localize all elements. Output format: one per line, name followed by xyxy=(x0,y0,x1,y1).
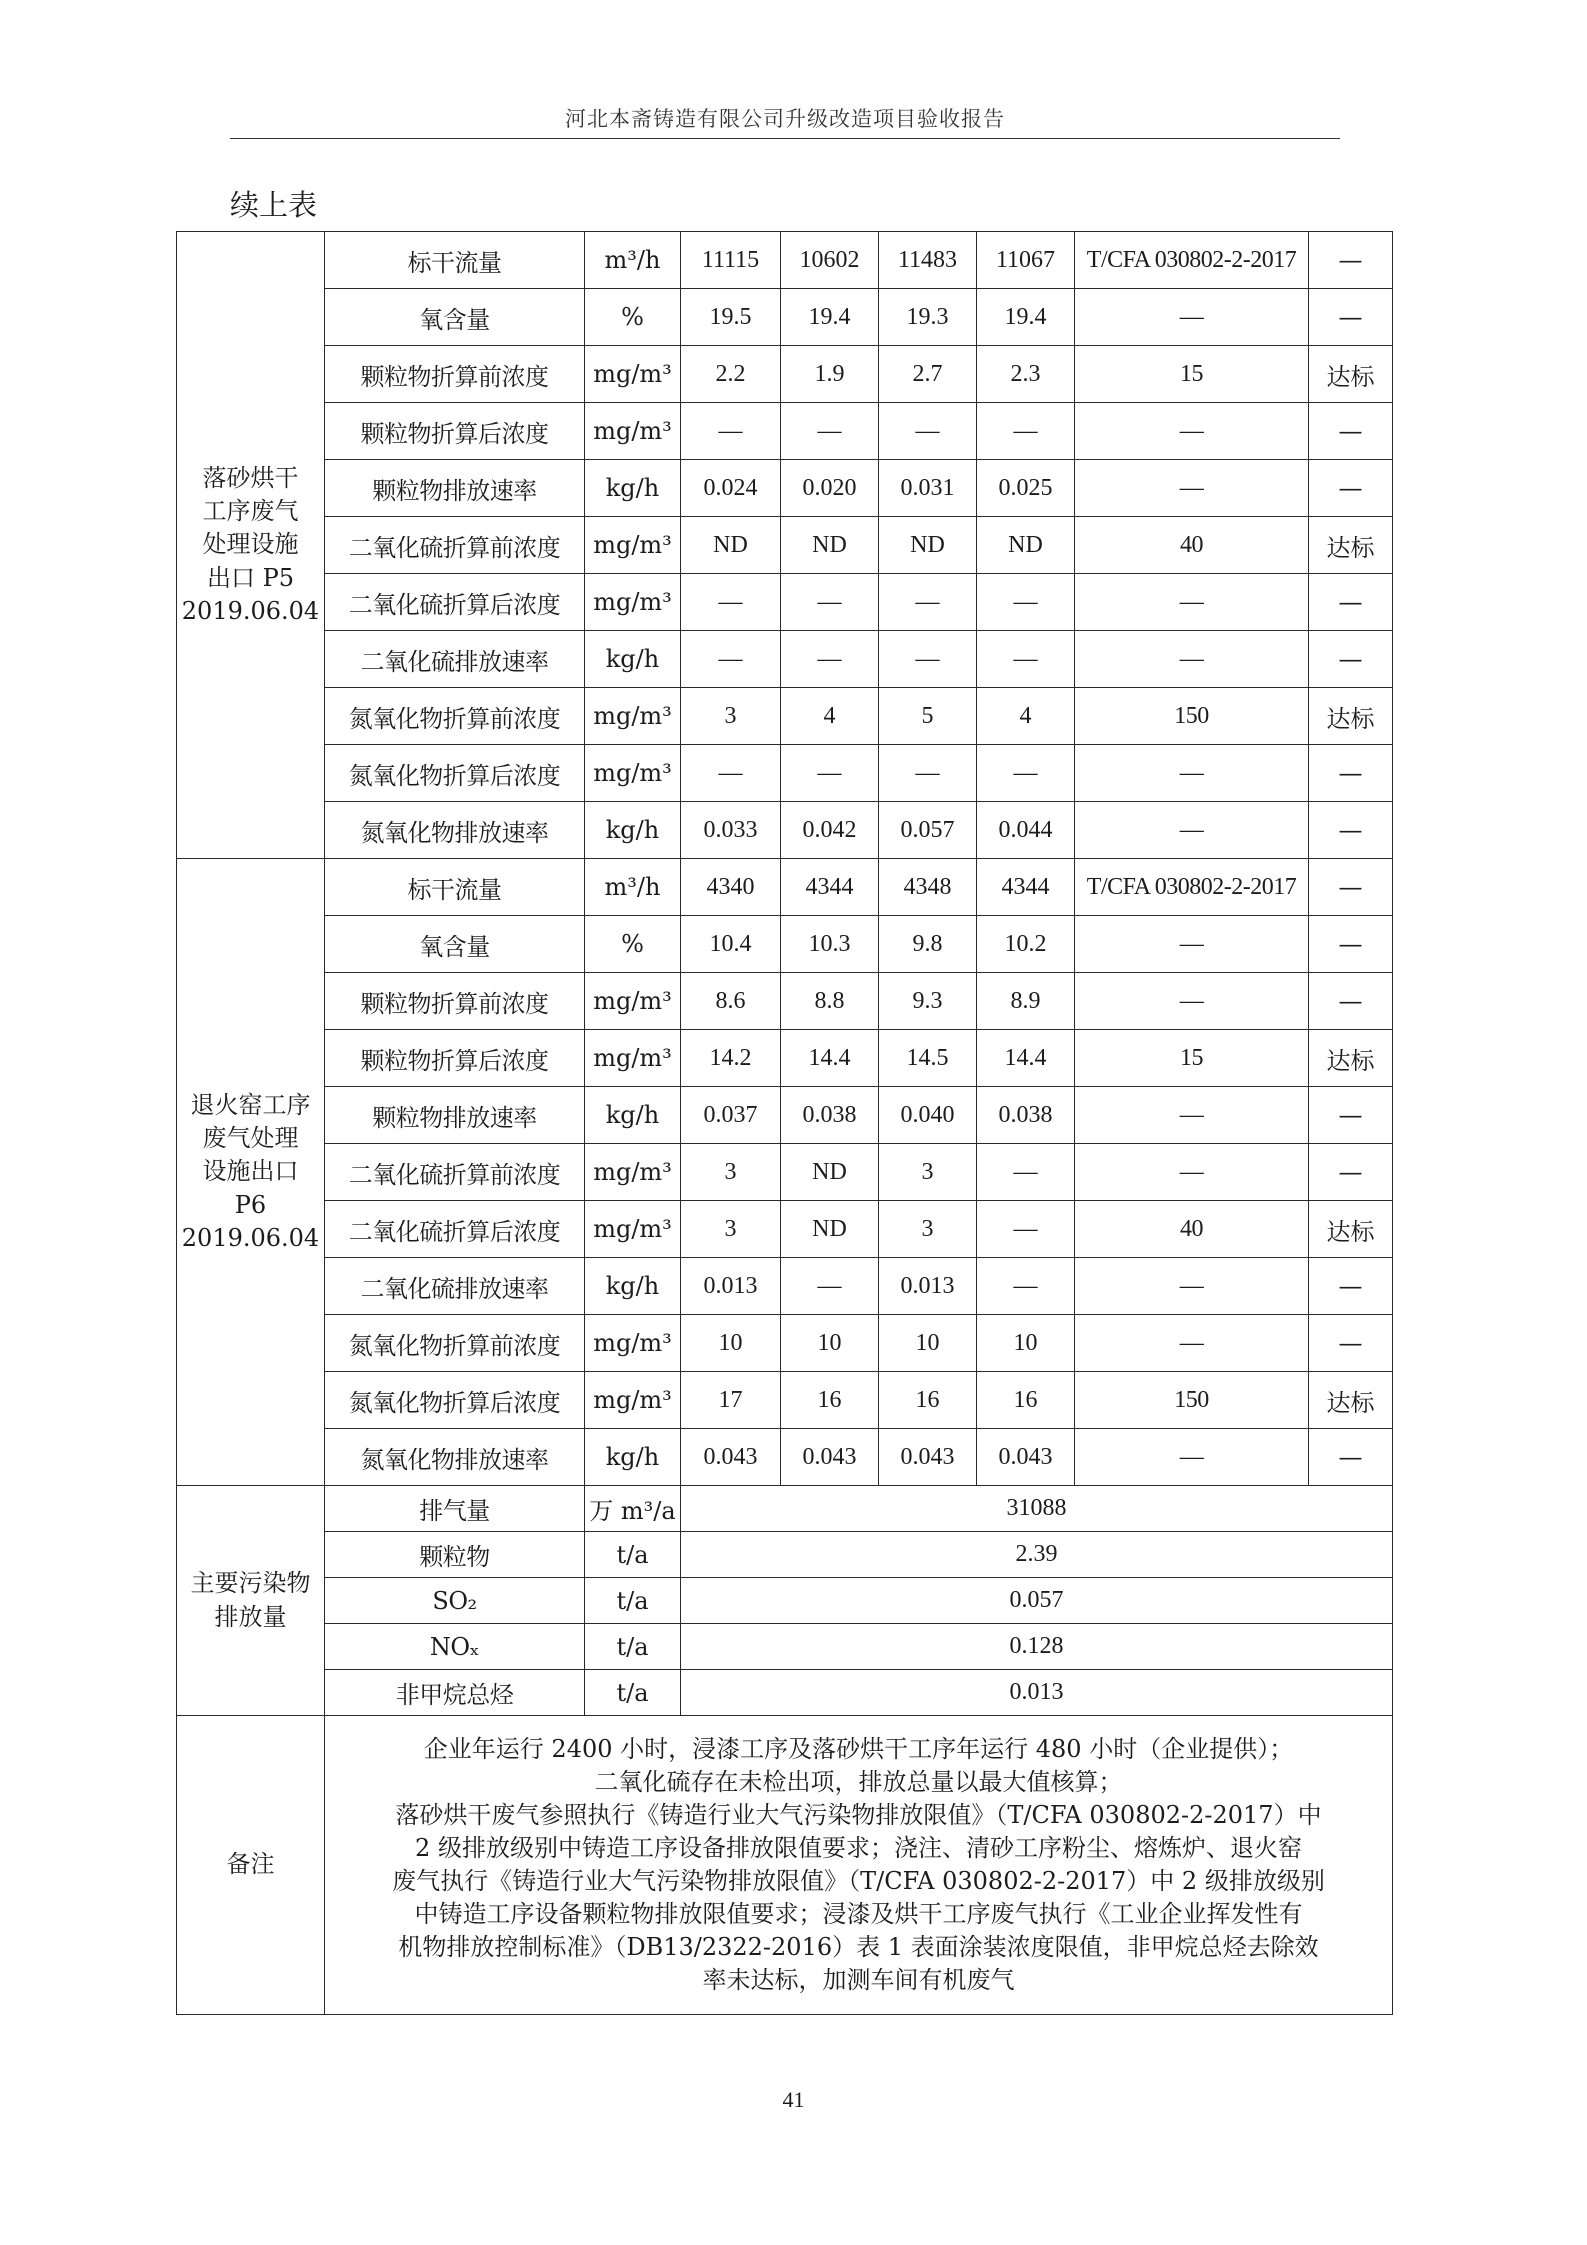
group-label-line: 排放量 xyxy=(214,1602,287,1631)
value-cell: — xyxy=(977,403,1075,460)
table-row xyxy=(177,859,1393,916)
unit-cell: t/a xyxy=(585,1624,681,1670)
header-rule xyxy=(230,138,1340,139)
total-value-cell: 31088 xyxy=(681,1486,1393,1532)
standard-limit-cell: — xyxy=(1075,460,1309,517)
value-cell: — xyxy=(879,631,977,688)
value-cell: — xyxy=(879,745,977,802)
remarks-line: 中铸造工序设备颗粒物排放限值要求；浸漆及烘干工序废气执行《工业企业挥发性有 xyxy=(414,1900,1303,1928)
result-cell: — xyxy=(1309,403,1393,460)
standard-limit-cell: 40 xyxy=(1075,1201,1309,1258)
unit-cell: mg/m³ xyxy=(585,973,681,1030)
value-cell: ND xyxy=(977,517,1075,574)
table-row xyxy=(177,916,1393,973)
unit-cell: mg/m³ xyxy=(585,346,681,403)
standard-limit-cell: — xyxy=(1075,631,1309,688)
result-cell: — xyxy=(1309,1258,1393,1315)
unit-cell: mg/m³ xyxy=(585,688,681,745)
totals-row xyxy=(177,1624,1393,1670)
remarks-line: 机物排放控制标准》（DB13/2322-2016）表 1 表面涂装浓度限值，非甲烷总烃去除效 xyxy=(398,1933,1319,1961)
value-cell: ND xyxy=(879,517,977,574)
value-cell: 0.024 xyxy=(681,460,781,517)
table-continued-caption: 续上表 xyxy=(230,188,318,222)
unit-cell: kg/h xyxy=(585,802,681,859)
group-label-line: 废气处理 xyxy=(202,1124,299,1153)
value-cell: 0.013 xyxy=(879,1258,977,1315)
standard-limit-cell: — xyxy=(1075,1087,1309,1144)
group-label-line: 2019.06.04 xyxy=(181,596,320,625)
pollutant-cell: NOₓ xyxy=(325,1624,585,1670)
value-cell: 10.2 xyxy=(977,916,1075,973)
value-cell: 2.7 xyxy=(879,346,977,403)
value-cell: 14.4 xyxy=(781,1030,879,1087)
value-cell: 11115 xyxy=(681,232,781,289)
standard-limit-cell: — xyxy=(1075,289,1309,346)
monitoring-point-cell xyxy=(177,232,325,859)
value-cell: 0.043 xyxy=(681,1429,781,1486)
group-label-line: 工序废气 xyxy=(202,497,299,526)
result-cell: — xyxy=(1309,1315,1393,1372)
parameter-cell: 颗粒物折算前浓度 xyxy=(325,973,585,1030)
totals-row xyxy=(177,1532,1393,1578)
unit-cell: kg/h xyxy=(585,631,681,688)
value-cell: 10.3 xyxy=(781,916,879,973)
value-cell: 14.2 xyxy=(681,1030,781,1087)
value-cell: 16 xyxy=(781,1372,879,1429)
value-cell: ND xyxy=(781,1144,879,1201)
result-cell: — xyxy=(1309,745,1393,802)
value-cell: 4348 xyxy=(879,859,977,916)
value-cell: — xyxy=(977,745,1075,802)
value-cell: 4340 xyxy=(681,859,781,916)
total-value-cell: 0.013 xyxy=(681,1670,1393,1716)
table-row xyxy=(177,802,1393,859)
table-row xyxy=(177,1201,1393,1258)
value-cell: ND xyxy=(781,517,879,574)
parameter-cell: 二氧化硫排放速率 xyxy=(325,1258,585,1315)
result-cell: 达标 xyxy=(1309,688,1393,745)
standard-limit-cell: — xyxy=(1075,973,1309,1030)
parameter-cell: 标干流量 xyxy=(325,859,585,916)
table-row xyxy=(177,973,1393,1030)
value-cell: 17 xyxy=(681,1372,781,1429)
value-cell: 3 xyxy=(681,1144,781,1201)
value-cell: 11067 xyxy=(977,232,1075,289)
total-value-cell: 0.057 xyxy=(681,1578,1393,1624)
unit-cell: mg/m³ xyxy=(585,1201,681,1258)
pollutant-cell: SO₂ xyxy=(325,1578,585,1624)
value-cell: — xyxy=(977,631,1075,688)
value-cell: 10 xyxy=(781,1315,879,1372)
value-cell: — xyxy=(781,1258,879,1315)
group-label-line: 设施出口 xyxy=(202,1157,299,1186)
value-cell: 11483 xyxy=(879,232,977,289)
value-cell: 4 xyxy=(781,688,879,745)
standard-limit-cell: 40 xyxy=(1075,517,1309,574)
value-cell: 3 xyxy=(879,1144,977,1201)
value-cell: 0.013 xyxy=(681,1258,781,1315)
value-cell: 19.4 xyxy=(781,289,879,346)
standard-limit-cell: — xyxy=(1075,745,1309,802)
page-header-title: 河北本斋铸造有限公司升级改造项目验收报告 xyxy=(565,107,1005,131)
group-label-line: 2019.06.04 xyxy=(181,1223,320,1252)
table-row xyxy=(177,1144,1393,1201)
value-cell: 0.031 xyxy=(879,460,977,517)
parameter-cell: 颗粒物折算后浓度 xyxy=(325,1030,585,1087)
standard-limit-cell: — xyxy=(1075,1315,1309,1372)
group-label-line: 主要污染物 xyxy=(190,1569,311,1598)
value-cell: 0.043 xyxy=(977,1429,1075,1486)
value-cell: 0.038 xyxy=(781,1087,879,1144)
unit-cell: mg/m³ xyxy=(585,1144,681,1201)
value-cell: 3 xyxy=(879,1201,977,1258)
pollutant-cell: 颗粒物 xyxy=(325,1532,585,1578)
parameter-cell: 氮氧化物折算后浓度 xyxy=(325,1372,585,1429)
table-row xyxy=(177,1258,1393,1315)
value-cell: 9.3 xyxy=(879,973,977,1030)
table-row xyxy=(177,1087,1393,1144)
table-row xyxy=(177,289,1393,346)
remarks-line: 二氧化硫存在未检出项，排放总量以最大值核算； xyxy=(594,1768,1123,1796)
parameter-cell: 颗粒物折算后浓度 xyxy=(325,403,585,460)
standard-limit-cell: — xyxy=(1075,403,1309,460)
group-label-line: 处理设施 xyxy=(202,530,299,559)
value-cell: 0.020 xyxy=(781,460,879,517)
totals-row xyxy=(177,1486,1393,1532)
unit-cell: m³/h xyxy=(585,232,681,289)
total-value-cell: 2.39 xyxy=(681,1532,1393,1578)
pollutant-cell: 非甲烷总烃 xyxy=(325,1670,585,1716)
value-cell: 14.5 xyxy=(879,1030,977,1087)
parameter-cell: 标干流量 xyxy=(325,232,585,289)
value-cell: — xyxy=(781,574,879,631)
unit-cell: mg/m³ xyxy=(585,403,681,460)
standard-limit-cell: 15 xyxy=(1075,346,1309,403)
unit-cell: mg/m³ xyxy=(585,517,681,574)
table-row xyxy=(177,1315,1393,1372)
unit-cell: kg/h xyxy=(585,1258,681,1315)
value-cell: — xyxy=(681,403,781,460)
value-cell: 4 xyxy=(977,688,1075,745)
unit-cell: m³/h xyxy=(585,859,681,916)
value-cell: 0.043 xyxy=(781,1429,879,1486)
value-cell: 0.044 xyxy=(977,802,1075,859)
value-cell: — xyxy=(879,403,977,460)
unit-cell: % xyxy=(585,289,681,346)
totals-row xyxy=(177,1670,1393,1716)
parameter-cell: 颗粒物排放速率 xyxy=(325,460,585,517)
page-number: 41 xyxy=(782,2087,805,2112)
result-cell: — xyxy=(1309,289,1393,346)
value-cell: — xyxy=(977,1144,1075,1201)
remarks-label-cell: 备注 xyxy=(177,1716,325,2015)
value-cell: — xyxy=(681,745,781,802)
table-row xyxy=(177,745,1393,802)
unit-cell: t/a xyxy=(585,1532,681,1578)
group-label-line: 出口 P5 xyxy=(206,563,295,592)
totals-row xyxy=(177,1578,1393,1624)
standard-limit-cell: 15 xyxy=(1075,1030,1309,1087)
value-cell: 2.2 xyxy=(681,346,781,403)
parameter-cell: 氮氧化物排放速率 xyxy=(325,802,585,859)
total-value-cell: 0.128 xyxy=(681,1624,1393,1670)
parameter-cell: 二氧化硫折算前浓度 xyxy=(325,517,585,574)
parameter-cell: 颗粒物折算前浓度 xyxy=(325,346,585,403)
parameter-cell: 二氧化硫折算后浓度 xyxy=(325,1201,585,1258)
value-cell: — xyxy=(879,574,977,631)
value-cell: 9.8 xyxy=(879,916,977,973)
unit-cell: mg/m³ xyxy=(585,745,681,802)
table-row xyxy=(177,517,1393,574)
value-cell: — xyxy=(681,574,781,631)
standard-limit-cell: — xyxy=(1075,1429,1309,1486)
value-cell: — xyxy=(977,1201,1075,1258)
parameter-cell: 氮氧化物折算前浓度 xyxy=(325,1315,585,1372)
value-cell: 0.043 xyxy=(879,1429,977,1486)
value-cell: 0.057 xyxy=(879,802,977,859)
value-cell: 10 xyxy=(977,1315,1075,1372)
result-cell: — xyxy=(1309,574,1393,631)
unit-cell: t/a xyxy=(585,1578,681,1624)
standard-limit-cell: 150 xyxy=(1075,1372,1309,1429)
value-cell: — xyxy=(977,1258,1075,1315)
result-cell: — xyxy=(1309,1429,1393,1486)
table-row xyxy=(177,1372,1393,1429)
value-cell: 0.037 xyxy=(681,1087,781,1144)
table-row xyxy=(177,631,1393,688)
value-cell: — xyxy=(781,631,879,688)
remarks-line: 落砂烘干废气参照执行《铸造行业大气污染物排放限值》（T/CFA 030802-2-2017）中 xyxy=(395,1801,1322,1829)
remarks-line: 废气执行《铸造行业大气污染物排放限值》（T/CFA 030802-2-2017）中 2 级排放级别 xyxy=(392,1867,1325,1895)
value-cell: 2.3 xyxy=(977,346,1075,403)
result-cell: — xyxy=(1309,460,1393,517)
unit-cell: mg/m³ xyxy=(585,1372,681,1429)
parameter-cell: 二氧化硫折算前浓度 xyxy=(325,1144,585,1201)
remarks-line: 2 级排放级别中铸造工序设备排放限值要求；浇注、清砂工序粉尘、熔炼炉、退火窑 xyxy=(415,1834,1302,1862)
group-label-line: P6 xyxy=(234,1190,267,1219)
unit-cell: t/a xyxy=(585,1670,681,1716)
value-cell: — xyxy=(977,574,1075,631)
value-cell: 16 xyxy=(977,1372,1075,1429)
standard-limit-cell: — xyxy=(1075,916,1309,973)
remarks-row xyxy=(177,1716,1393,2015)
value-cell: 4344 xyxy=(977,859,1075,916)
table-row xyxy=(177,460,1393,517)
unit-cell: 万 m³/a xyxy=(585,1486,681,1532)
result-cell: — xyxy=(1309,973,1393,1030)
value-cell: 10.4 xyxy=(681,916,781,973)
emission-monitoring-table xyxy=(176,231,1393,2015)
unit-cell: kg/h xyxy=(585,460,681,517)
remarks-text-cell xyxy=(325,1716,1393,2015)
value-cell: 10 xyxy=(879,1315,977,1372)
remarks-line: 企业年运行 2400 小时，浸漆工序及落砂烘干工序年运行 480 小时（企业提供）； xyxy=(423,1735,1294,1763)
standard-limit-cell: — xyxy=(1075,1144,1309,1201)
value-cell: ND xyxy=(681,517,781,574)
standard-limit-cell: T/CFA 030802-2-2017 xyxy=(1075,232,1309,289)
value-cell: 5 xyxy=(879,688,977,745)
result-cell: — xyxy=(1309,916,1393,973)
result-cell: 达标 xyxy=(1309,517,1393,574)
totals-group-cell xyxy=(177,1486,325,1716)
table-row xyxy=(177,232,1393,289)
value-cell: 4344 xyxy=(781,859,879,916)
standard-limit-cell: T/CFA 030802-2-2017 xyxy=(1075,859,1309,916)
result-cell: — xyxy=(1309,1144,1393,1201)
parameter-cell: 氮氧化物排放速率 xyxy=(325,1429,585,1486)
value-cell: 8.9 xyxy=(977,973,1075,1030)
value-cell: ND xyxy=(781,1201,879,1258)
pollutant-cell: 排气量 xyxy=(325,1486,585,1532)
parameter-cell: 氧含量 xyxy=(325,289,585,346)
result-cell: 达标 xyxy=(1309,1372,1393,1429)
result-cell: — xyxy=(1309,859,1393,916)
standard-limit-cell: — xyxy=(1075,1258,1309,1315)
parameter-cell: 二氧化硫排放速率 xyxy=(325,631,585,688)
value-cell: 10 xyxy=(681,1315,781,1372)
value-cell: 0.025 xyxy=(977,460,1075,517)
remarks-line: 率未达标，加测车间有机废气 xyxy=(702,1966,1015,1994)
result-cell: 达标 xyxy=(1309,346,1393,403)
value-cell: 19.4 xyxy=(977,289,1075,346)
standard-limit-cell: — xyxy=(1075,802,1309,859)
standard-limit-cell: 150 xyxy=(1075,688,1309,745)
unit-cell: kg/h xyxy=(585,1429,681,1486)
result-cell: 达标 xyxy=(1309,1201,1393,1258)
unit-cell: mg/m³ xyxy=(585,1030,681,1087)
value-cell: — xyxy=(781,403,879,460)
parameter-cell: 氮氧化物折算前浓度 xyxy=(325,688,585,745)
table-row xyxy=(177,403,1393,460)
parameter-cell: 氮氧化物折算后浓度 xyxy=(325,745,585,802)
group-label-line: 落砂烘干 xyxy=(202,464,299,493)
value-cell: — xyxy=(681,631,781,688)
result-cell: — xyxy=(1309,631,1393,688)
unit-cell: kg/h xyxy=(585,1087,681,1144)
value-cell: 0.042 xyxy=(781,802,879,859)
value-cell: 16 xyxy=(879,1372,977,1429)
parameter-cell: 颗粒物排放速率 xyxy=(325,1087,585,1144)
standard-limit-cell: — xyxy=(1075,574,1309,631)
value-cell: 8.8 xyxy=(781,973,879,1030)
value-cell: 0.040 xyxy=(879,1087,977,1144)
unit-cell: mg/m³ xyxy=(585,1315,681,1372)
group-label-line: 退火窑工序 xyxy=(190,1091,311,1120)
monitoring-point-cell xyxy=(177,859,325,1486)
table-row xyxy=(177,574,1393,631)
result-cell: 达标 xyxy=(1309,1030,1393,1087)
value-cell: 10602 xyxy=(781,232,879,289)
table-row xyxy=(177,1429,1393,1486)
value-cell: 19.5 xyxy=(681,289,781,346)
value-cell: — xyxy=(781,745,879,802)
result-cell: — xyxy=(1309,232,1393,289)
value-cell: 1.9 xyxy=(781,346,879,403)
table-row xyxy=(177,688,1393,745)
value-cell: 14.4 xyxy=(977,1030,1075,1087)
table-row xyxy=(177,346,1393,403)
unit-cell: mg/m³ xyxy=(585,574,681,631)
value-cell: 8.6 xyxy=(681,973,781,1030)
parameter-cell: 氧含量 xyxy=(325,916,585,973)
unit-cell: % xyxy=(585,916,681,973)
value-cell: 0.038 xyxy=(977,1087,1075,1144)
table-row xyxy=(177,1030,1393,1087)
value-cell: 3 xyxy=(681,1201,781,1258)
value-cell: 3 xyxy=(681,688,781,745)
value-cell: 19.3 xyxy=(879,289,977,346)
result-cell: — xyxy=(1309,1087,1393,1144)
result-cell: — xyxy=(1309,802,1393,859)
parameter-cell: 二氧化硫折算后浓度 xyxy=(325,574,585,631)
value-cell: 0.033 xyxy=(681,802,781,859)
